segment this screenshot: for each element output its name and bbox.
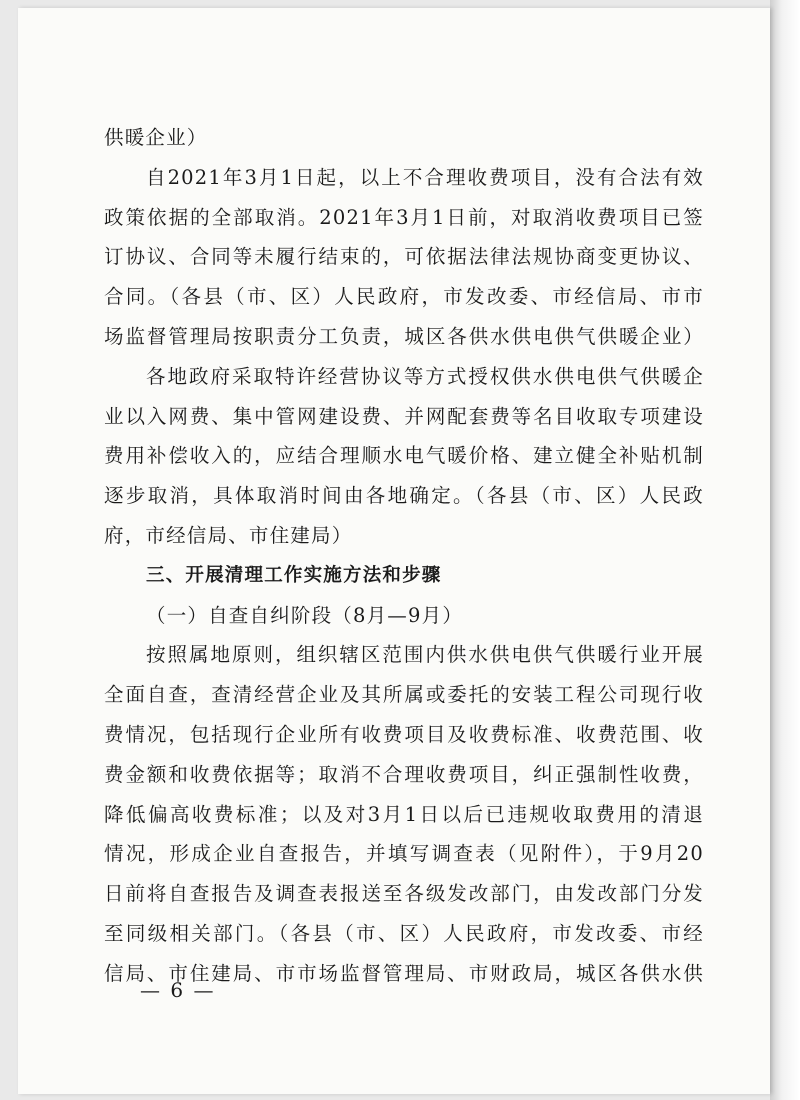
section-heading: 三、开展清理工作实施方法和步骤	[146, 564, 442, 586]
text-line: 政策依据的全部取消。2021年3月1日前，对取消收费项目已签	[104, 205, 704, 229]
text-line: 逐步取消，具体取消时间由各地确定。（各县（市、区）人民政	[104, 484, 704, 508]
text-line: 府，市经信局、市住建局）	[104, 523, 353, 547]
text-line: 信局、市住建局、市市场监督管理局、市财政局，城区各供水供	[104, 961, 704, 985]
text-line: 供暖企业）	[104, 126, 208, 149]
text-line: 订协议、合同等未履行结束的，可依据法律法规协商变更协议、	[104, 245, 704, 269]
document-body	[104, 118, 704, 994]
text-line: 费情况，包括现行企业所有收费项目及收费标准、收费范围、收	[104, 722, 704, 746]
text-line: 日前将自查报告及调查表报送至各级发改部门，由发改部门分发	[104, 882, 704, 906]
text-line: 场监督管理局按职责分工负责，城区各供水供电供气供暖企业）	[104, 324, 704, 348]
text-line: 按照属地原则，组织辖区范围内供水供电供气供暖行业开展	[146, 643, 704, 667]
text-line: 业以入网费、集中管网建设费、并网配套费等名目收取专项建设	[104, 404, 704, 428]
text-line: 合同。（各县（市、区）人民政府，市发改委、市经信局、市市	[104, 285, 704, 309]
text-line: 降低偏高收费标准；以及对3月1日以后已违规收取费用的清退	[104, 802, 704, 826]
page-edge	[770, 0, 800, 1100]
text-line: 至同级相关部门。（各县（市、区）人民政府，市发改委、市经	[104, 921, 704, 945]
text-line: 自2021年3月1日起，以上不合理收费项目，没有合法有效	[146, 165, 704, 189]
text-line: 费金额和收费依据等；取消不合理收费项目，纠正强制性收费，	[104, 762, 704, 786]
subsection-heading: （一）自查自纠阶段（8月—9月）	[146, 603, 464, 627]
text-line: 各地政府采取特许经营协议等方式授权供水供电供气供暖企	[146, 364, 704, 388]
text-line: 情况，形成企业自查报告，并填写调查表（见附件），于9月20	[104, 842, 704, 866]
text-line: 费用补偿收入的，应结合理顺水电气暖价格、建立健全补贴机制	[104, 444, 704, 468]
text-line: 全面自查，查清经营企业及其所属或委托的安装工程公司现行收	[104, 683, 704, 707]
page-number: — 6 —	[140, 978, 216, 1002]
